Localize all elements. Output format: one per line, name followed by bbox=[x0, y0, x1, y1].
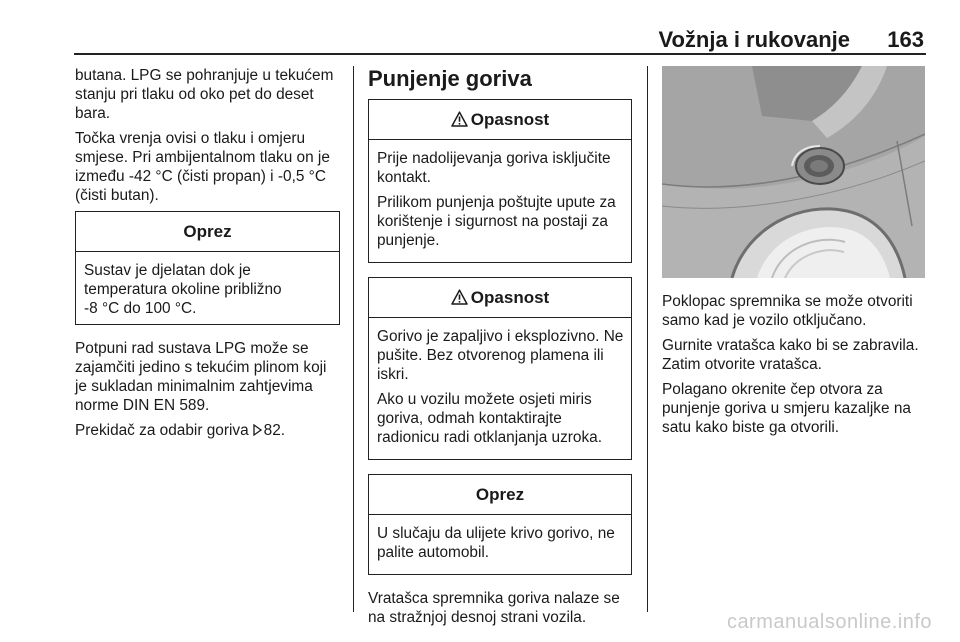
caution-box bbox=[368, 474, 632, 575]
reference-text: Prekidač za odabir goriva bbox=[75, 422, 249, 439]
danger-body bbox=[369, 140, 631, 262]
paragraph: Točka vrenja ovisi o tlaku i omjeru smjese. Pri ambijentalnom tlaku on je između -42 °C (čisti propan) i -0,5 °C (čisti butan). bbox=[75, 130, 330, 204]
caution-body bbox=[76, 252, 339, 324]
page-reference-arrow-icon bbox=[252, 424, 263, 436]
caution-title: Oprez bbox=[76, 212, 339, 252]
paragraph: Potpuni rad sustava LPG može se zajamčiti jedino s tekućim plinom koji je sukladan minimalnim zahtjevima norme DIN EN 589. bbox=[75, 340, 327, 414]
reference-page[interactable]: 82. bbox=[263, 422, 286, 439]
paragraph: Vratašca spremnika goriva nalaze se na stražnjoj desnoj strani vozila. bbox=[368, 590, 620, 626]
paragraph: Gurnite vratašca kako bi se zabravila. Zatim otvorite vratašca. bbox=[662, 337, 919, 373]
left-column bbox=[75, 66, 340, 446]
header-rule bbox=[74, 53, 926, 55]
danger-header bbox=[369, 278, 631, 318]
section-heading: Punjenje goriva bbox=[368, 66, 532, 91]
watermark: carmanualsonline.info bbox=[726, 611, 932, 633]
caution-line: Sustav je djelatan dok je bbox=[84, 262, 251, 279]
paragraph-with-reference bbox=[75, 421, 340, 440]
caution-line: -8 °C do 100 °C. bbox=[84, 300, 197, 317]
danger-box bbox=[368, 277, 632, 460]
danger-title: Opasnost bbox=[470, 288, 550, 307]
column-divider-right bbox=[647, 66, 648, 612]
caution-title: Oprez bbox=[369, 475, 631, 515]
warning-triangle-icon bbox=[451, 111, 468, 127]
header-title: Vožnja i rukovanje bbox=[658, 27, 850, 52]
danger-body bbox=[369, 318, 631, 459]
danger-text: Gorivo je zapaljivo i eksplozivno. Ne pušite. Bez otvorenog plamena ili iskri. bbox=[377, 328, 624, 383]
right-column bbox=[662, 292, 927, 443]
page-number: 163 bbox=[887, 27, 924, 52]
paragraph: Poklopac spremnika se može otvoriti samo kad je vozilo otključano. bbox=[662, 293, 913, 329]
danger-text: Prilikom punjenja poštujte upute za korištenje i sigurnost na postaji za punjenje. bbox=[377, 194, 616, 249]
caution-line: temperatura okoline približno bbox=[84, 281, 282, 298]
caution-box bbox=[75, 211, 340, 325]
middle-column bbox=[368, 66, 632, 633]
danger-header bbox=[369, 100, 631, 140]
caution-body bbox=[369, 515, 631, 574]
fuel-filler-door-illustration bbox=[662, 66, 925, 278]
paragraph: butana. LPG se pohranjuje u tekućem stanju pri tlaku od oko pet do deset bara. bbox=[75, 67, 334, 122]
column-divider-left bbox=[353, 66, 354, 612]
danger-text: Ako u vozilu možete osjeti miris goriva, odmah kontaktirajte radionicu radi otklanjanja uzroka. bbox=[377, 391, 603, 446]
danger-box bbox=[368, 99, 632, 263]
paragraph: Polagano okrenite čep otvora za punjenje goriva u smjeru kazaljke na satu kako biste ga otvorili. bbox=[662, 381, 911, 436]
danger-text: Prije nadolijevanja goriva isključite kontakt. bbox=[377, 150, 611, 186]
danger-title: Opasnost bbox=[470, 110, 550, 129]
caution-text: U slučaju da ulijete krivo gorivo, ne palite automobil. bbox=[377, 525, 615, 561]
warning-triangle-icon bbox=[451, 289, 468, 305]
